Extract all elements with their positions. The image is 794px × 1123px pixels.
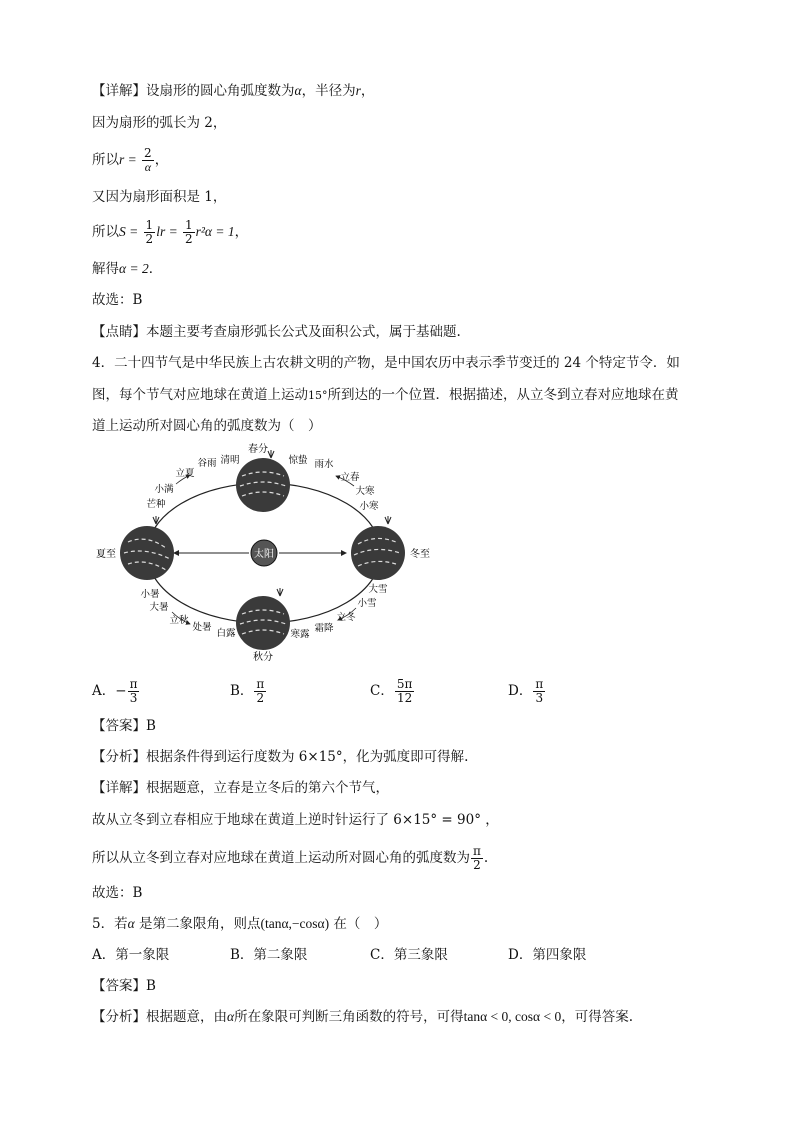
term-label: 立秋	[169, 615, 189, 626]
sun-label: 太阳	[254, 549, 274, 560]
option-b[interactable]: B． $\frac{\pi}{2}$	[230, 677, 265, 705]
earth-bottom	[236, 588, 290, 650]
q5-option-d[interactable]: D．第四象限	[508, 947, 587, 963]
q3-area-line: 又因为扇形面积是 1，	[92, 189, 227, 205]
q5-option-a[interactable]: A．第一象限	[92, 947, 170, 963]
q3-detail-line: 【详解】设扇形的圆心角弧度数为α，半径为r，	[92, 83, 375, 99]
option-c[interactable]: C． $\frac{5\pi}{12}$	[370, 677, 413, 705]
q3-arc-length-line: 因为扇形的弧长为 2，	[92, 115, 227, 131]
fraction: $\frac{\pi}{2}$	[256, 677, 265, 705]
q3-radius-line: 所以r = $\frac{2}{\alpha}$ ，	[92, 146, 169, 174]
fraction: $\frac{\pi}{3}$	[535, 677, 544, 705]
term-label: 大暑	[149, 602, 169, 613]
q5-option-c[interactable]: C．第三象限	[370, 947, 448, 963]
term-label: 立春	[340, 472, 360, 483]
earth-top	[236, 450, 290, 512]
label-spring-equinox: 春分	[248, 444, 268, 455]
term-label: 芒种	[146, 499, 166, 510]
term-label: 大雪	[368, 584, 388, 595]
fraction: $\frac{\pi}{2}$	[473, 844, 481, 872]
fraction: $\frac{1}{2}$	[184, 218, 193, 246]
label-summer-solstice: 夏至	[96, 549, 116, 560]
earth-right	[351, 516, 405, 580]
solar-terms-diagram	[84, 440, 444, 666]
q4-detail-line-3: 所以从立冬到立春对应地球在黄道上运动所对圆心角的弧度数为 $\frac{\pi}{2}$ .	[92, 844, 489, 872]
term-label: 大寒	[355, 486, 375, 497]
q5-stem-line: 5．若α 是第二象限角，则点(tanα,−cosα) 在（ ）	[92, 916, 388, 932]
q4-stem-line-2: 图，每个节气对应地球在黄道上运动15°所到达的一个位置．根据描述，从立冬到立春对应地球在黄	[92, 387, 679, 403]
term-label: 寒露	[290, 629, 310, 640]
q5-option-b[interactable]: B．第二象限	[230, 947, 308, 963]
q4-choice-line: 故选：B	[92, 885, 143, 901]
analysis-tag: 【分析】	[92, 1009, 146, 1025]
fraction: $\frac{1}{2}$	[145, 218, 154, 246]
fraction: $\frac{2}{\alpha}$	[144, 146, 152, 174]
q3-solution-line: 解得α = 2．	[92, 261, 163, 277]
q4-detail-line-1: 【详解】根据题意，立春是立冬后的第六个节气，	[92, 780, 389, 796]
label-autumn-equinox: 秋分	[253, 652, 273, 663]
term-label: 白露	[216, 628, 236, 639]
option-a[interactable]: A．− $\frac{\pi}{3}$	[92, 677, 138, 705]
q4-stem-line-1: 4．二十四节气是中华民族上古农耕文明的产物，是中国农历中表示季节变迁的 24 个特定节令．如	[92, 355, 680, 371]
term-label: 谷雨	[197, 458, 217, 469]
answer-tag: 【答案】	[92, 978, 146, 994]
q4-stem-line-3: 道上运动所对圆心角的弧度数为（ ）	[92, 418, 322, 434]
term-label: 雨水	[314, 459, 334, 470]
term-label: 小雪	[357, 598, 377, 609]
q4-answer-line: 【答案】B	[92, 718, 156, 734]
detail-tag: 【详解】	[92, 83, 146, 99]
q3-comment-line: 【点睛】本题主要考查扇形弧长公式及面积公式，属于基础题.	[92, 324, 461, 340]
q4-analysis-line: 【分析】根据条件得到运行度数为 6×15°，化为弧度即可得解.	[92, 749, 469, 765]
option-d[interactable]: D． $\frac{\pi}{3}$	[508, 677, 544, 705]
analysis-tag: 【分析】	[92, 749, 146, 765]
detail-tag: 【详解】	[92, 780, 146, 796]
term-label: 惊蛰	[288, 455, 308, 466]
fraction: $\frac{5\pi}{12}$	[396, 677, 413, 705]
term-label: 处暑	[192, 622, 212, 633]
q5-answer-line: 【答案】B	[92, 978, 156, 994]
q4-detail-line-2: 故从立冬到立春相应于地球在黄道上逆时针运行了 6×15° = 90° ，	[92, 812, 499, 828]
term-label: 立夏	[175, 468, 195, 479]
q3-area-formula-line: 所以S = $\frac{1}{2}$ lr = $\frac{1}{2}$ r²α = 1，	[92, 218, 249, 246]
label-winter-solstice: 冬至	[410, 549, 430, 560]
answer-tag: 【答案】	[92, 718, 146, 734]
earth-left	[120, 516, 174, 580]
fraction: $\frac{\pi}{3}$	[129, 677, 138, 705]
term-label: 霜降	[314, 623, 334, 634]
term-label: 小满	[154, 484, 174, 495]
term-label: 小暑	[140, 589, 160, 600]
comment-tag: 【点睛】	[92, 324, 146, 340]
q3-choice-line: 故选：B	[92, 292, 143, 308]
term-label: 清明	[220, 455, 240, 466]
term-label: 立冬	[336, 612, 356, 623]
term-label: 小寒	[359, 501, 379, 512]
q5-analysis-line: 【分析】根据题意，由α所在象限可判断三角函数的符号，可得tanα < 0, cosα < 0，可得答案.	[92, 1009, 634, 1025]
